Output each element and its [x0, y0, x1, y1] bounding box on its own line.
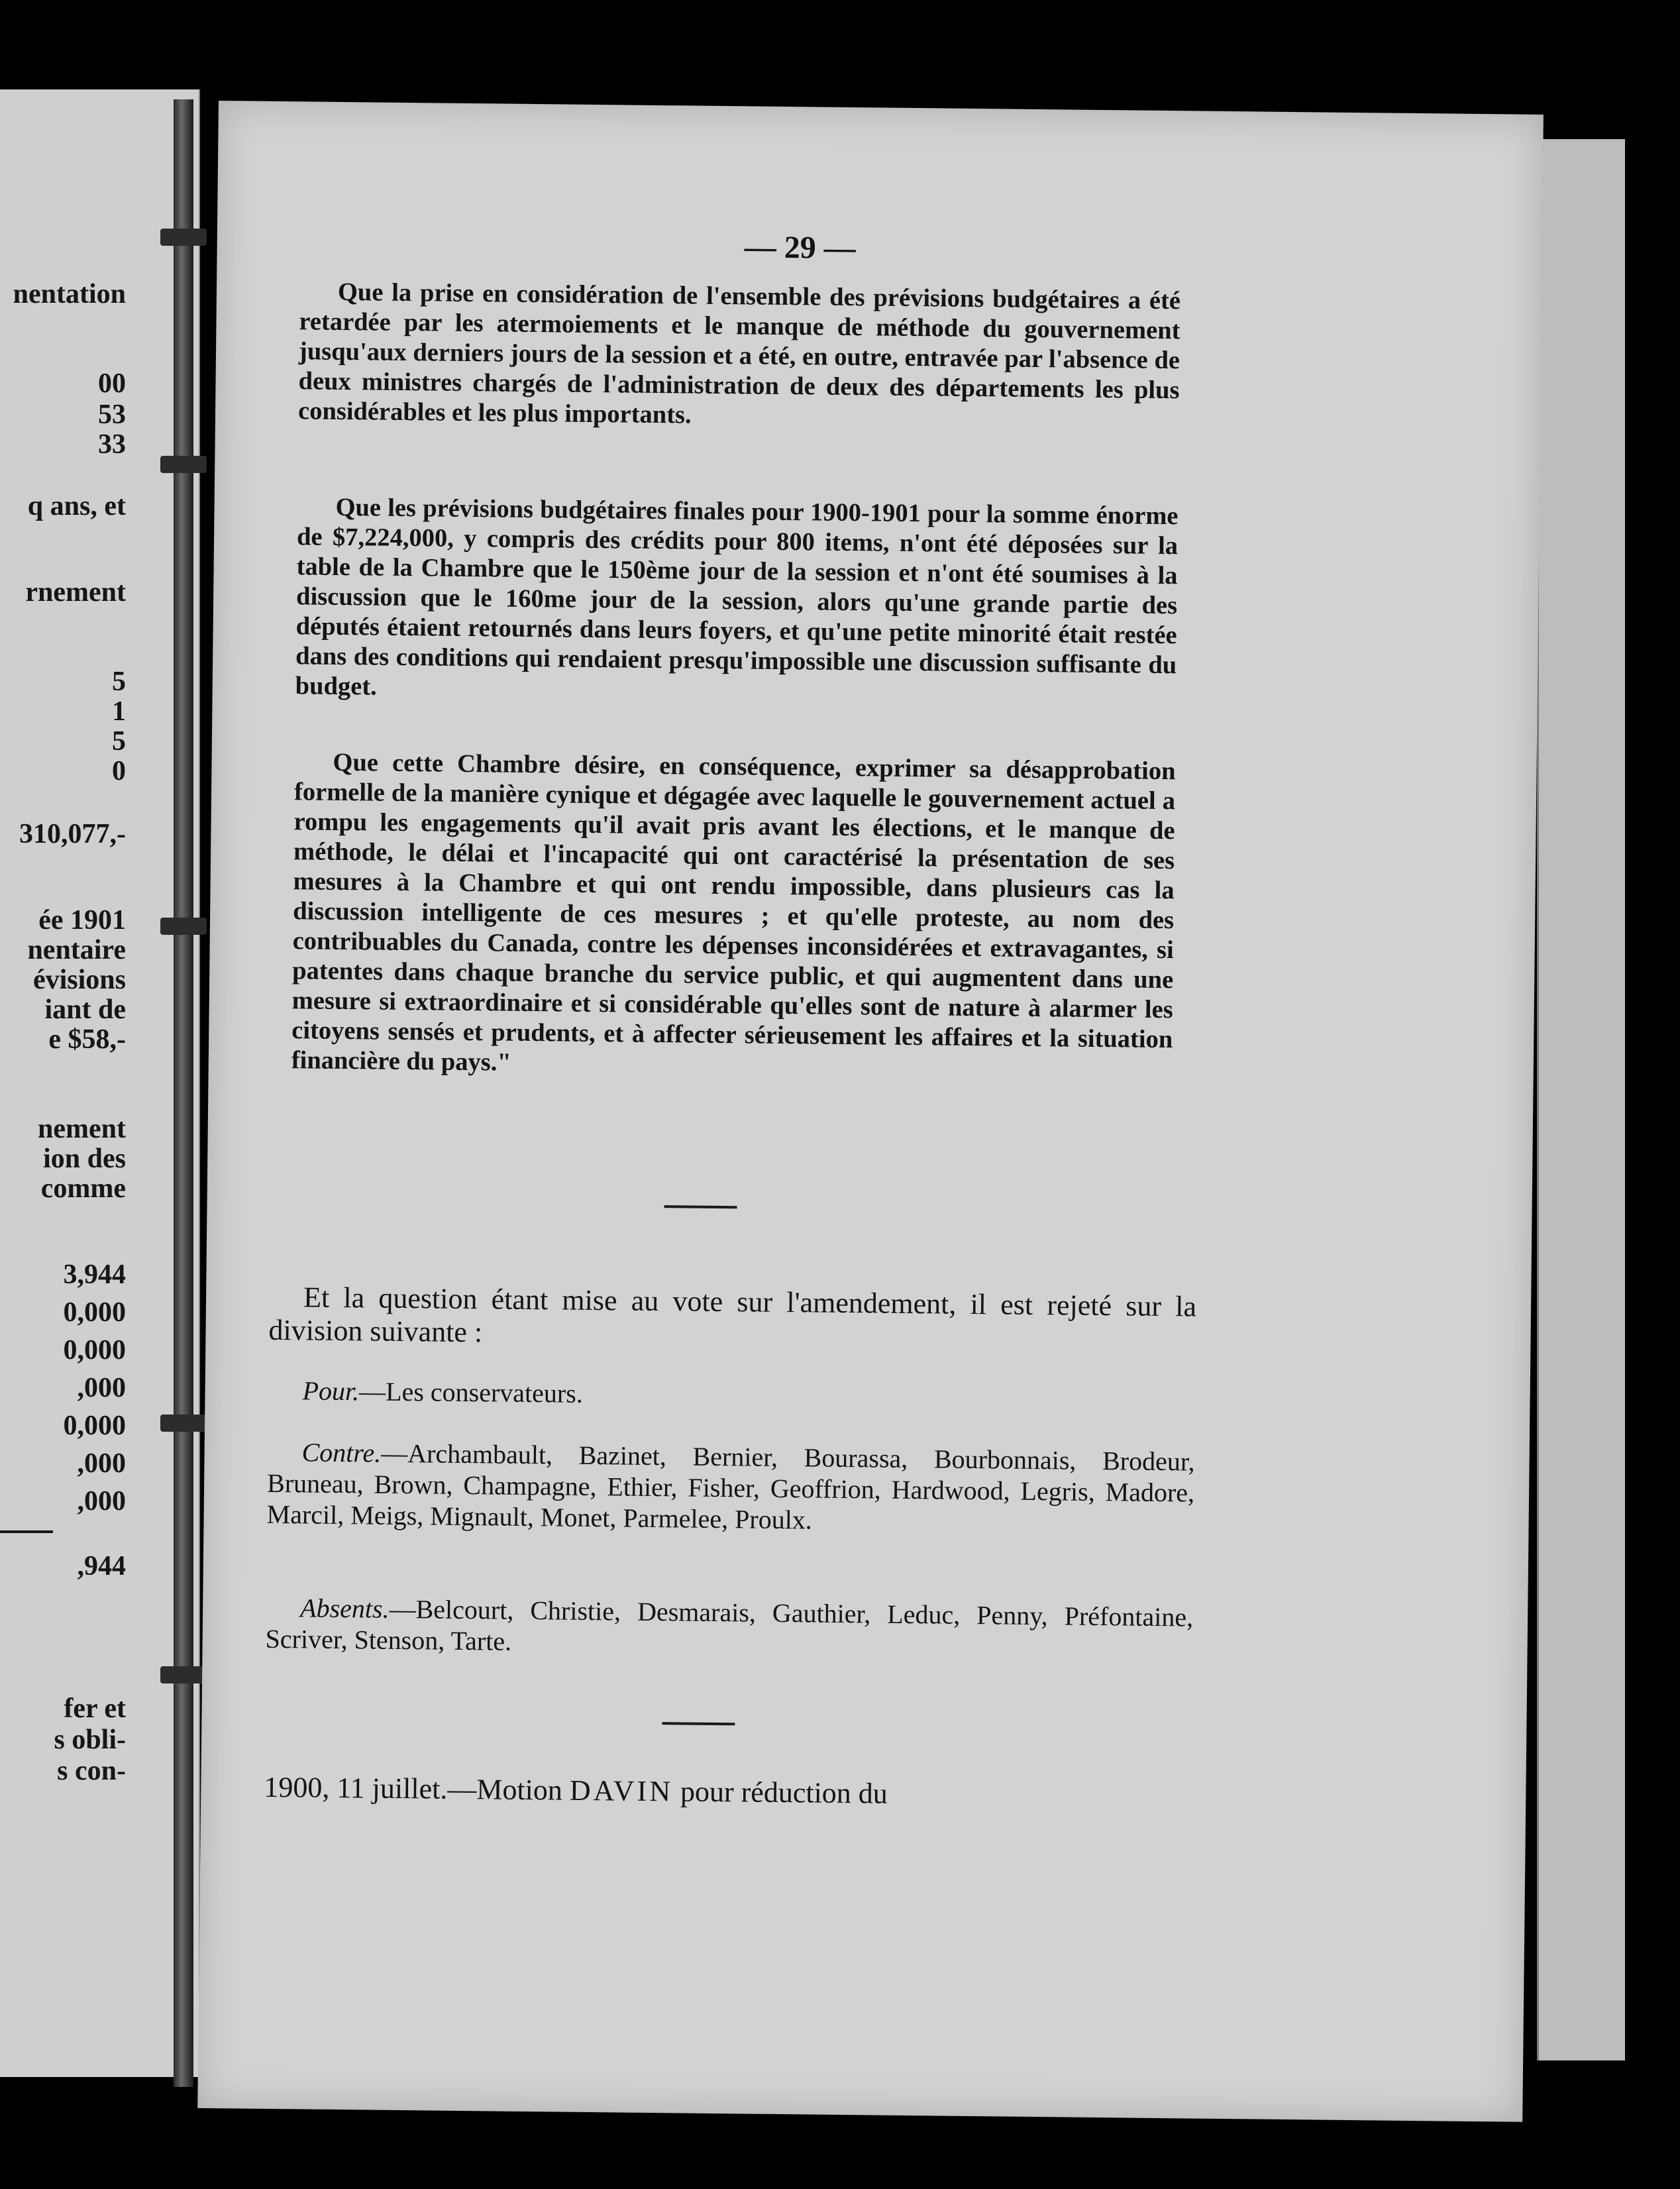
paragraph: Que les prévisions budgétaires finales pour 1900-1901 pour la somme énorme de $7,224,000, y compris des crédits pour 800 items, n'ont été déposées sur la table de la Chambre que le 150ème jour de la session et n'ont été soumises à la discussion que le 160me jour de la session, alors qu'une grande partie des députés étaient retournés dans leurs foyers, et qu'une petite minorité était restée dans des conditions qui rendaient presqu'impossible une discussion suffisante du budget. [295, 493, 1179, 701]
vote-intro: Et la question étant mise au vote sur l'amendement, il est rejeté sur la division suivante : [268, 1281, 1197, 1349]
left-fragment: 1 [112, 696, 126, 727]
left-fragment: 0 [112, 756, 126, 786]
left-fragment: ,000 [77, 1448, 126, 1479]
vote-names: —Belcourt, Christie, Desmarais, Gauthier, Leduc, Penny, Préfontaine, Scriver, Stenson, Tarte. [265, 1593, 1194, 1656]
left-fragment: 3,944 [63, 1259, 126, 1290]
binding-stitch [160, 1666, 207, 1683]
left-fragment: iant de [44, 994, 126, 1025]
left-fragment: ,000 [77, 1486, 126, 1517]
section-divider [664, 1205, 737, 1208]
motion-rest: pour réduction du [672, 1775, 888, 1810]
document-page [197, 101, 1544, 2122]
left-fragment: ion des [43, 1144, 126, 1174]
left-fragment: rnement [25, 577, 126, 608]
left-fragment: 00 [98, 368, 126, 399]
left-fragment: 0,000 [63, 1335, 126, 1365]
paragraph: Que la prise en considération de l'ensemble des prévisions budgétaires a été retardée par les atermoiements et le manque de méthode du gouvernement jusqu'aux derniers jours de la session et a été, en outre, entravée par l'absence de deux ministres chargés de l'administration de deux des départements les plus considérables et les plus importants. [297, 278, 1181, 429]
left-fragment: 310,077,- [19, 819, 126, 849]
left-fragment: 33 [98, 429, 126, 460]
previous-page-fragment [0, 89, 200, 2077]
binding-stitch [160, 1415, 207, 1432]
page-edge [1537, 139, 1625, 2060]
left-fragment: s con- [57, 1756, 126, 1786]
left-fragment: nement [38, 1114, 126, 1144]
left-fragment: 0,000 [63, 1297, 126, 1328]
page-number: — 29 — [744, 229, 856, 266]
left-fragment: fer et [64, 1693, 126, 1724]
vote-label: Absents. [299, 1593, 390, 1624]
vote-names: —Archambault, Bazinet, Bernier, Bourassa, Bourbonnais, Brodeur, Bruneau, Brown, Champagne, Ethier, Fisher, Geoffrion, Hardwood, Legris, Madore, Marcil, Meigs, Mignault, Monet, Parmelee, Proulx. [266, 1438, 1195, 1535]
left-fragment: ,000 [77, 1373, 126, 1403]
left-fragment: nentation [13, 279, 126, 309]
left-fragment: 5 [112, 667, 126, 697]
binding-stitch [160, 918, 207, 935]
left-fragment: 0,000 [63, 1411, 126, 1441]
vote-contre [266, 1436, 1194, 1540]
motion-dash: —Motion [447, 1772, 570, 1807]
sum-rule [0, 1530, 53, 1533]
left-fragment: comme [40, 1173, 126, 1204]
vote-pour [268, 1375, 1195, 1416]
left-fragment: s obli- [54, 1725, 126, 1755]
section-divider [662, 1722, 735, 1725]
vote-absents [265, 1592, 1193, 1664]
left-fragment: 53 [98, 400, 126, 430]
vote-label: Pour. [302, 1375, 360, 1407]
vote-names: —Les conservateurs. [358, 1376, 584, 1409]
left-fragment: ,944 [77, 1551, 126, 1581]
left-fragment: évisions [32, 965, 126, 995]
paragraph: Que cette Chambre désire, en conséquence, exprimer sa désapprobation formelle de la manière cynique et dégagée avec laquelle le gouvernement actuel a rompu les engagements qu'il avait pris avant les élections, et le manque de méthode, le délai et l'incapacité qui ont caractérisé la présentation de ses mesures à la Chambre et qui ont rendu impossible, dans plusieurs cas la discussion intelligente de ces mesures ; et qu'elle proteste, au nom des contribuables du Canada, contre les dépenses inconsidérées et extravagantes, si patentes dans chaque branche du service public, et qui augmentent dans une mesure si extraordinaire et si considérable qu'elles sont de nature à alarmer les citoyens sensés et prudents, et à affecter sérieusement les affaires et la situation financière du pays." [291, 748, 1176, 1077]
left-fragment: nentaire [27, 935, 126, 965]
motion-date: 1900, 11 juillet. [264, 1770, 448, 1805]
binding-stitch [160, 229, 207, 246]
vote-label: Contre. [301, 1437, 382, 1468]
left-fragment: 5 [112, 726, 126, 757]
book-spine [174, 99, 193, 2087]
left-fragment: ée 1901 [38, 905, 126, 935]
motion-name: DAVIN [569, 1774, 674, 1808]
motion-heading [264, 1771, 1191, 1814]
left-fragment: e $58,- [48, 1024, 126, 1055]
left-fragment: q ans, et [27, 491, 126, 521]
binding-stitch [160, 456, 207, 473]
